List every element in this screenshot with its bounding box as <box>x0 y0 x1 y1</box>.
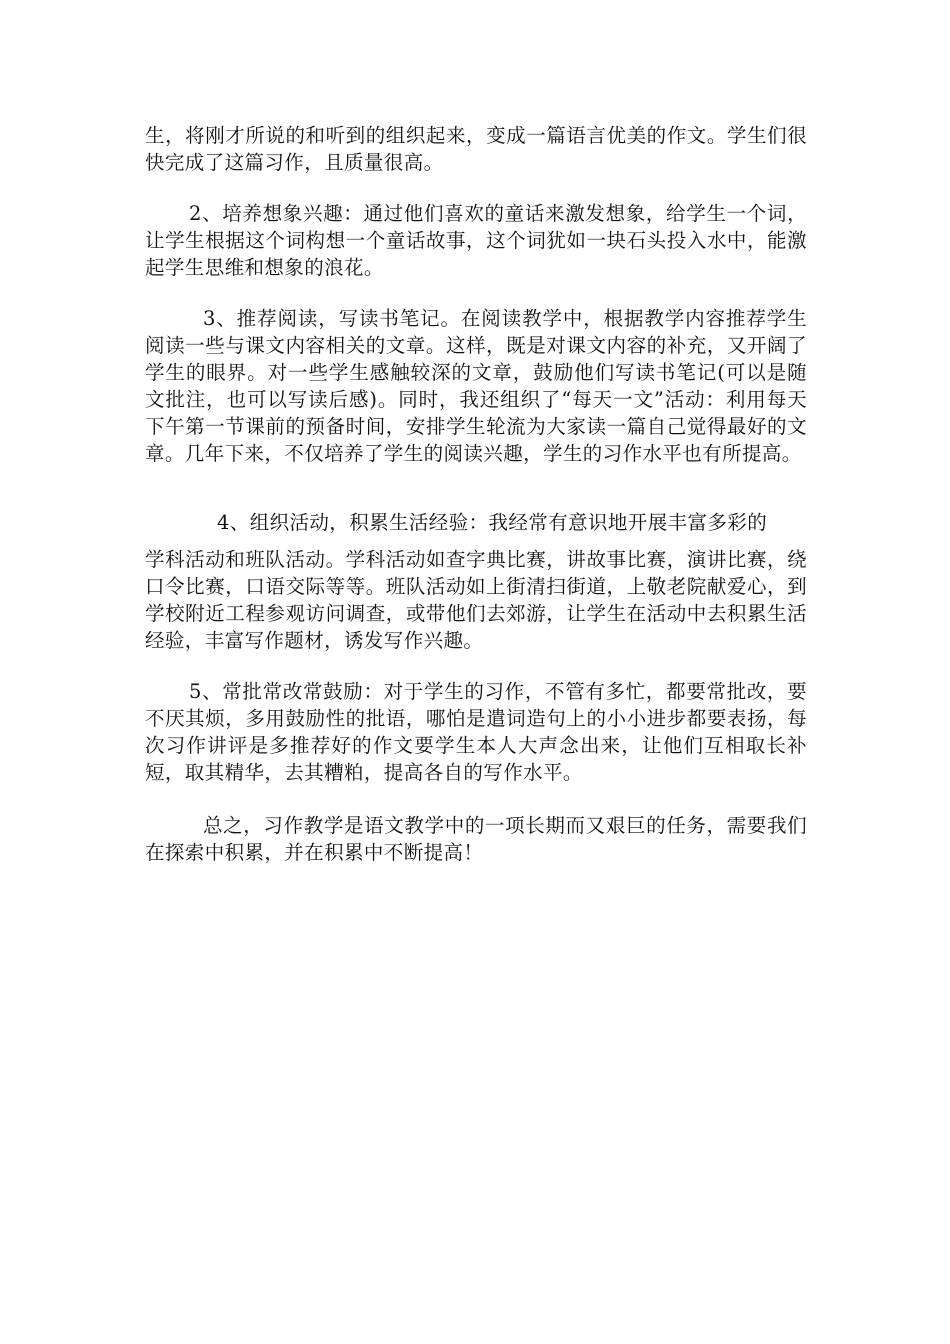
paragraph-continuation: 生，将刚才所说的和听到的组织起来，变成一篇语言优美的作文。学生们很快完成了这篇习作，且质量很高。 <box>145 124 807 174</box>
paragraph-conclusion: 总之，习作教学是语文教学中的一项长期而又艰巨的任务，需要我们在探索中积累，并在积累中不断提高！ <box>145 814 807 864</box>
paragraph-activities-heading: 4、组织活动，积累生活经验：我经常有意识地开展丰富多彩的 <box>217 511 768 534</box>
paragraph-imagination: 2、培养想象兴趣：通过他们喜欢的童话来激发想象，给学生一个词，让学生根据这个词构想一个童话故事，这个词犹如一块石头投入水中，能激起学生思维和想象的浪花。 <box>145 202 807 279</box>
paragraph-activities-body: 学科活动和班队活动。学科活动如查字典比赛，讲故事比赛，演讲比赛，绕口令比赛，口语交际等等。班队活动如上街清扫街道，上敬老院献爱心，到学校附近工程参观访问调查，或带他们去郊游，让学生在活动中去积累生活经验，丰富写作题材，诱发写作兴趣。 <box>145 548 807 652</box>
paragraph-feedback: 5、常批常改常鼓励：对于学生的习作，不管有多忙，都要常批改，要不厌其烦，多用鼓励性的批语，哪怕是遣词造句上的小小进步都要表扬，每次习作讲评是多推荐好的作文要学生本人大声念出来，让他们互相取长补短，取其精华，去其糟粕，提高各自的写作水平。 <box>145 680 807 784</box>
paragraph-reading-notes: 3、推荐阅读，写读书笔记。在阅读教学中，根据教学内容推荐学生阅读一些与课文内容相关的文章。这样，既是对课文内容的补充，又开阔了学生的眼界。对一些学生感触较深的文章，鼓励他们写读书笔记(可以是随文批注，也可以写读后感)。同时，我还组织了“每天一文”活动：利用每天下午第一节课前的预备时间，安排学生轮流为大家读一篇自己觉得最好的文章。几年下来，不仅培养了学生的阅读兴趣，学生的习作水平也有所提高。 <box>145 307 807 465</box>
document-body <box>145 122 807 866</box>
